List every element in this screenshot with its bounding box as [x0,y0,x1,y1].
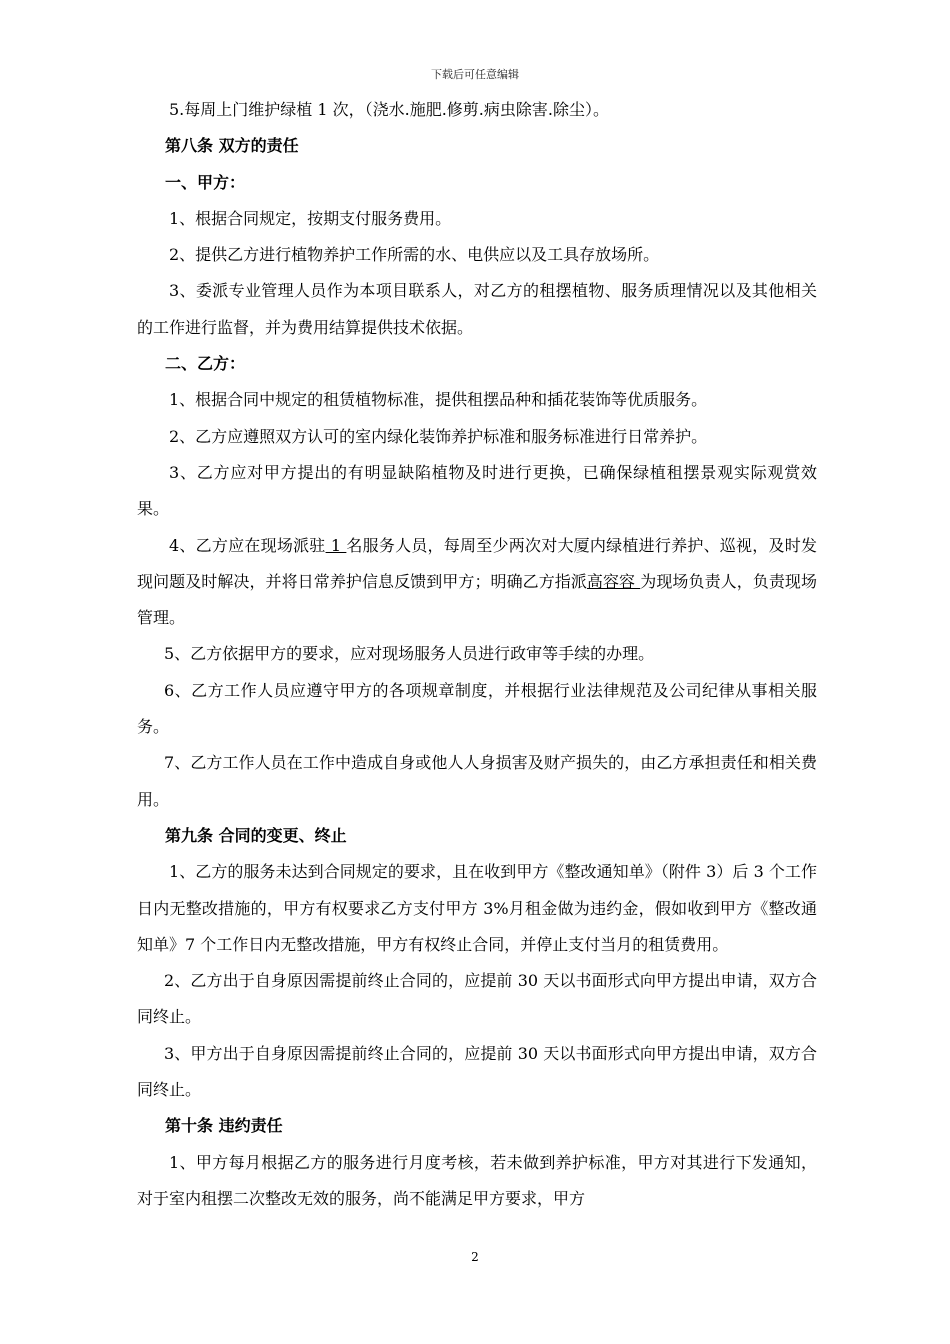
subsection-heading: 一、甲方： [165,172,246,192]
underlined-value: 高容容 [586,571,641,591]
paragraph: 2、乙方出于自身原因需提前终止合同的，应提前 30 天以书面形式向甲方提出申请，双方合同终止。 [137,971,817,1027]
text-run: 4、乙方应在现场派驻 [169,535,326,555]
page-header: 下载后可任意编辑 [431,68,519,81]
paragraph [137,528,817,637]
document-body [137,92,817,1217]
paragraph: 7、乙方工作人员在工作中造成自身或他人人身损害及财产损失的，由乙方承担责任和相关费用。 [137,753,817,809]
paragraph: 1、根据合同中规定的租赁植物标准，提供租摆品种和插花装饰等优质服务。 [169,390,708,410]
text-run: 名服务人员，每周至少两次对大厦内绿植进行养护、巡视，及时发现问题及时解决，并将日常养护信息反馈到甲方；明确乙方指派 [137,535,817,591]
paragraph: 3、甲方出于自身原因需提前终止合同的，应提前 30 天以书面形式向甲方提出申请，双方合同终止。 [137,1043,817,1100]
paragraph: 3、乙方应对甲方提出的有明显缺陷植物及时进行更换，已确保绿植租摆景观实际观赏效果。 [137,462,817,519]
paragraph: 6、乙方工作人员应遵守甲方的各项规章制度，并根据行业法律规范及公司纪律从事相关服务。 [137,680,817,737]
paragraph: 2、提供乙方进行植物养护工作所需的水、电供应以及工具存放场所。 [169,245,660,265]
section-heading: 第十条 违约责任 [165,1116,283,1136]
page-number: 2 [471,1250,479,1264]
paragraph: 1、乙方的服务未达到合同规定的要求，且在收到甲方《整改通知单》（附件 3）后 3 个工作日内无整改措施的，甲方有权要求乙方支付甲方 3%月租金做为违约金，假如收到甲方《整改通知单》7 个工作日内无整改措施，甲方有权终止合同，并停止支付当月的租赁费用。 [137,862,817,954]
text-run: 为现场负责人，负责现场管理。 [137,571,817,628]
paragraph: 2、乙方应遵照双方认可的室内绿化装饰养护标准和服务标准进行日常养护。 [169,426,708,446]
underlined-value: 1 [325,535,347,555]
paragraph: 1、根据合同规定，按期支付服务费用。 [169,208,452,228]
paragraph: 5.每周上门维护绿植 1 次，（浇水.施肥.修剪.病虫除害.除尘）。 [169,100,609,119]
paragraph: 3、委派专业管理人员作为本项目联系人，对乙方的租摆植物、服务质理情况以及其他相关的工作进行监督，并为费用结算提供技术依据。 [137,281,817,337]
section-heading: 第八条 双方的责任 [165,136,299,156]
section-heading: 第九条 合同的变更、终止 [165,825,347,845]
paragraph: 1、甲方每月根据乙方的服务进行月度考核，若未做到养护标准，甲方对其进行下发通知，对于室内租摆二次整改无效的服务，尚不能满足甲方要求，甲方 [137,1152,817,1208]
subsection-heading: 二、乙方： [165,354,246,374]
paragraph: 5、乙方依据甲方的要求，应对现场服务人员进行政审等手续的办理。 [164,644,655,664]
